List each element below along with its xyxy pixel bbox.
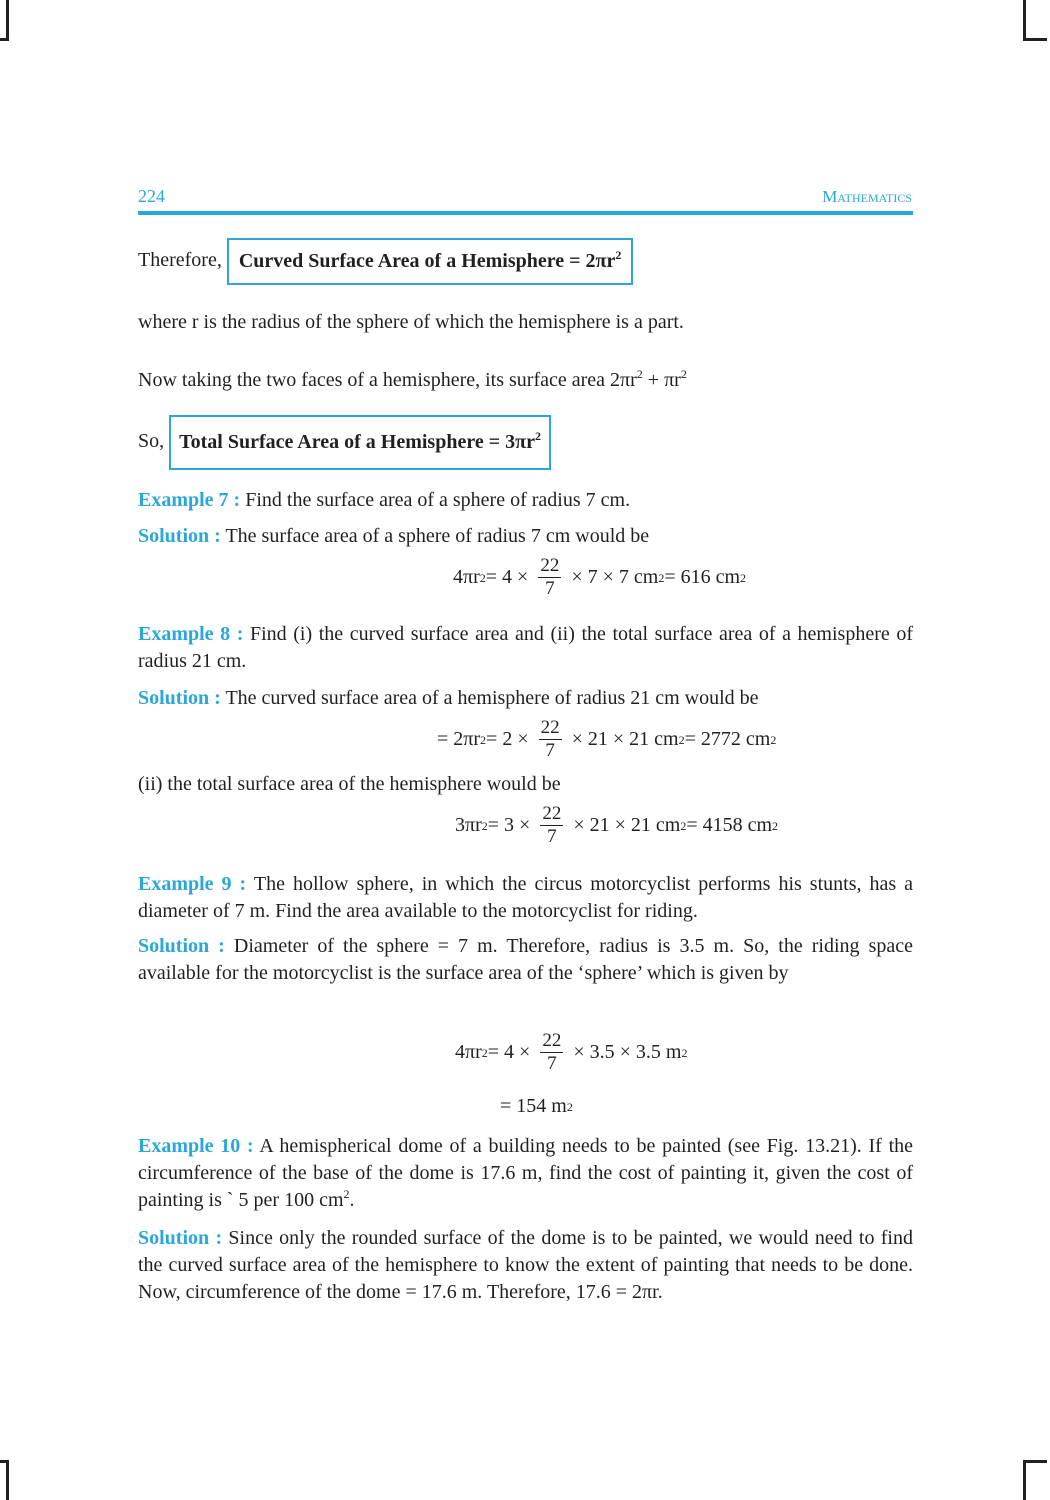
csa-formula-line xyxy=(138,238,913,285)
where-text: where r is the radius of the sphere of which the hemisphere is a part. xyxy=(138,311,684,333)
crop-mark-tr-h xyxy=(1023,38,1047,41)
page-number: 224 xyxy=(138,186,165,206)
tsa-formula-box: Total Surface Area of a Hemisphere = $3\pi r^2$ xyxy=(169,415,551,470)
example-9-question: Example 9 : The hollow sphere, in which the circus motorcyclist performs his stunts, has a diameter of 7 m. Find the area available to the motorcyclist for riding. xyxy=(138,873,914,922)
example-9-equation: 4πr 2 = 4 × $\frac{22}{7}$ × 3.5 × 3.5 m 2 xyxy=(455,1030,688,1074)
example-7-equation: 4πr 2 = 4 × $\frac{22}{7}$ × 7 × 7 cm 2 = 616 cm 2 xyxy=(453,555,747,599)
example-8-equation-2: 3πr 2 = 3 × $\frac{22}{7}$ × 21 × 21 cm 2 = 4158 cm 2 xyxy=(455,803,779,847)
crop-mark-bl-h xyxy=(0,1460,9,1463)
example-8-equation-1: = 2πr 2 = 2 × $\frac{22}{7}$ × 21 × 21 cm 2 = 2772 cm 2 xyxy=(437,717,777,761)
tsa-lead: So, xyxy=(138,430,165,453)
crop-mark-br-h xyxy=(1023,1460,1047,1463)
crop-mark-tl-h xyxy=(0,38,9,41)
example-8-part-2: (ii) the total surface area of the hemisphere would be xyxy=(138,773,561,795)
example-8-question: Example 8 : Find (i) the curved surface area and (ii) the total surface area of a hemisphere of radius 21 cm. xyxy=(138,623,913,672)
tsa-formula-line xyxy=(138,415,913,470)
header-rule xyxy=(138,211,913,215)
crop-mark-tr xyxy=(1023,0,1026,40)
example-9-result: = 154 m 2 xyxy=(500,1095,573,1117)
two-faces-text: Now taking the two faces of a hemisphere, its surface area $2\pi r^2 + \pi r^2$ xyxy=(138,367,687,391)
example-9-solution: Solution : Diameter of the sphere = 7 m. Therefore, radius is 3.5 m. So, the riding space available for the motorcyclist is the surface area of the ‘sphere’ which is given by xyxy=(138,935,913,984)
example-7-question: Example 7 : Find the surface area of a sphere of radius 7 cm. xyxy=(138,489,631,511)
example-7-solution: Solution : The surface area of a sphere of radius 7 cm would be xyxy=(138,525,650,547)
example-10-question: Example 10 : A hemispherical dome of a building needs to be painted (see Fig. 13.21). If the circumference of the base of the dome is 17.6 m, find the cost of painting it, given the cost of painting is ` 5 per 100 $cm^2$. xyxy=(138,1135,913,1211)
crop-mark-tl xyxy=(6,0,9,40)
example-10-solution: Solution : Since only the rounded surface of the dome is to be painted, we would need to find the curved surface area of the hemisphere to know the extent of painting that needs to be done. Now, circumference of the dome = 17.6 m. Therefore, 17.6 = 2πr. xyxy=(138,1227,913,1303)
crop-mark-bl xyxy=(6,1460,9,1500)
running-head: Mathematics xyxy=(822,187,912,206)
crop-mark-br xyxy=(1023,1460,1026,1500)
csa-lead: Therefore, xyxy=(138,249,222,272)
example-8-solution: Solution : The curved surface area of a hemisphere of radius 21 cm would be xyxy=(138,687,759,709)
csa-formula-box: Curved Surface Area of a Hemisphere = $2\pi r^2$ xyxy=(227,238,634,285)
